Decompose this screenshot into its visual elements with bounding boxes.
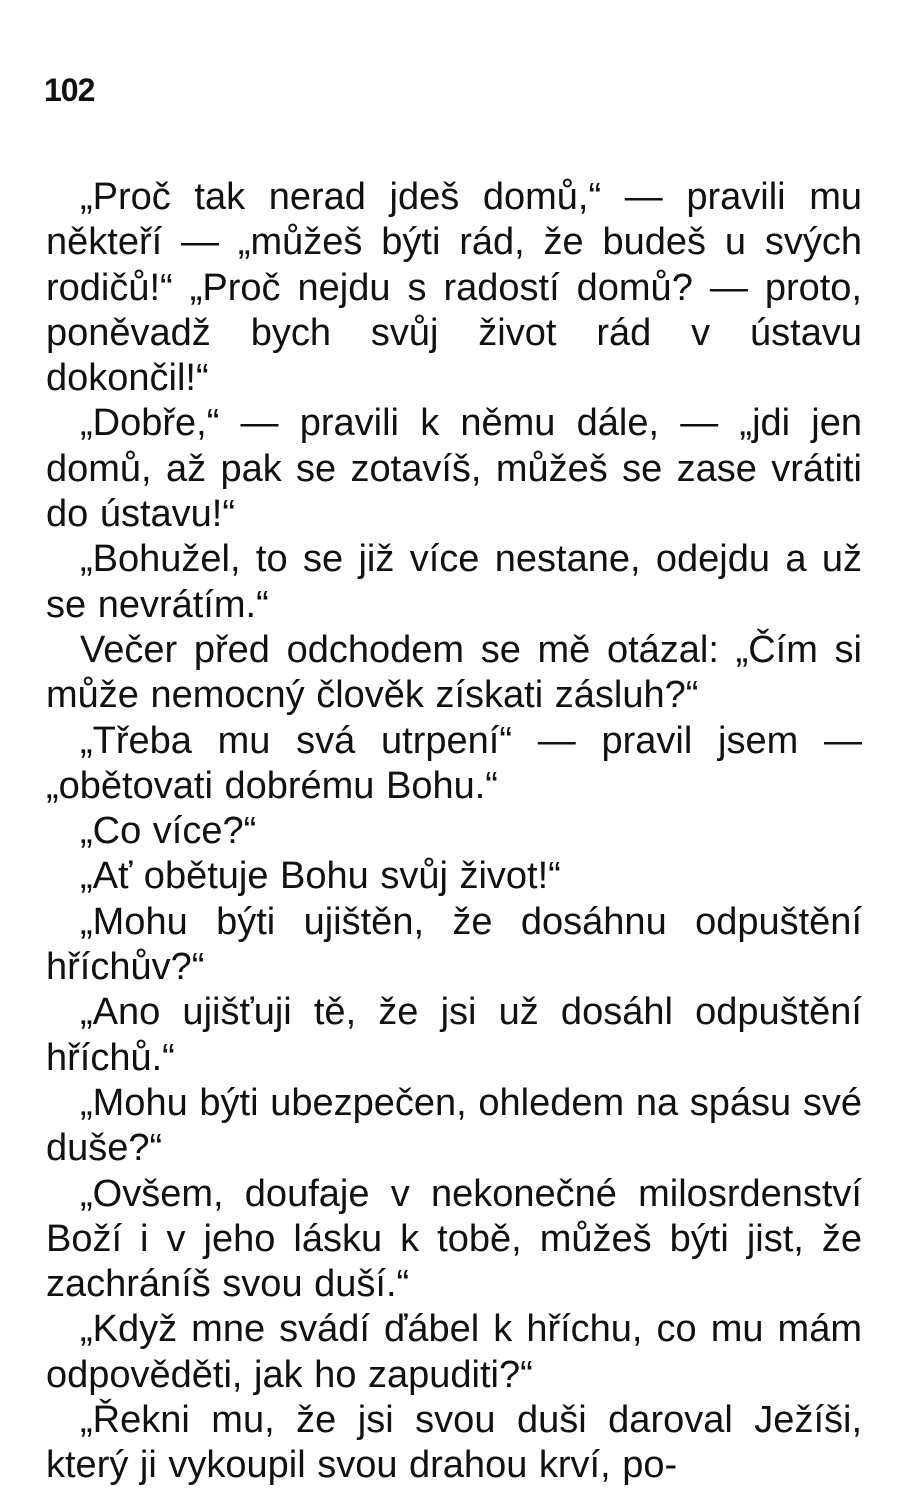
paragraph-8: „Mohu býti ujištěn, že dosáhnu odpuštění hříchův?“ — [46, 900, 862, 989]
paragraph-7: „Ať obětuje Bohu svůj život!“ — [80, 855, 561, 898]
paragraph-12: „Když mne svádí ďábel k hříchu, co mu mám odpověděti, jak ho zapuditi?“ — [46, 1308, 862, 1396]
paragraph-3: „Bohužel, to se již více nestane, odejdu a už se nevrátím.“ — [46, 538, 862, 626]
paragraph-11: „Ovšem, doufaje v nekonečné milosrdenství Boží i v jeho lásku k tobě, můžeš býti jist, že zachráníš svou duší.“ — [46, 1172, 862, 1306]
paragraph-9: „Ano ujišťuji tě, že jsi už dosáhl odpuštění hříchů.“ — [46, 991, 862, 1079]
paragraph-13: „Řekni mu, že jsi svou duši daroval Ježíši, který ji vykoupil svou drahou krví, po- — [46, 1399, 862, 1487]
paragraph-5: „Třeba mu svá utrpení“ — pravil jsem — „obětovati dobrému Bohu.“ — [46, 719, 862, 807]
paragraph-6: „Co více?“ — [80, 810, 257, 853]
page-number: 102 — [44, 72, 95, 108]
paragraph-10: „Mohu býti ubezpečen, ohledem na spásu své duše?“ — [46, 1081, 862, 1170]
paragraph-1: „Proč tak nerad jdeš domů,“ — pravili mu někteří — „můžeš býti rád, že budeš u svých rodičů!“ „Proč nejdu s radostí domů? — proto, poněvadž bych svůj život rád v ústavu dokončil!“ — [46, 176, 862, 400]
paragraph-4: Večer před odchodem se mě otázal: „Čím si může nemocný člověk získati zásluh?“ — [46, 628, 862, 717]
paragraph-2: „Dobře,“ — pravili k němu dále, — „jdi jen domů, až pak se zotavíš, můžeš se zase vrátiti do ústavu!“ — [46, 402, 862, 536]
body-text — [46, 175, 862, 1489]
